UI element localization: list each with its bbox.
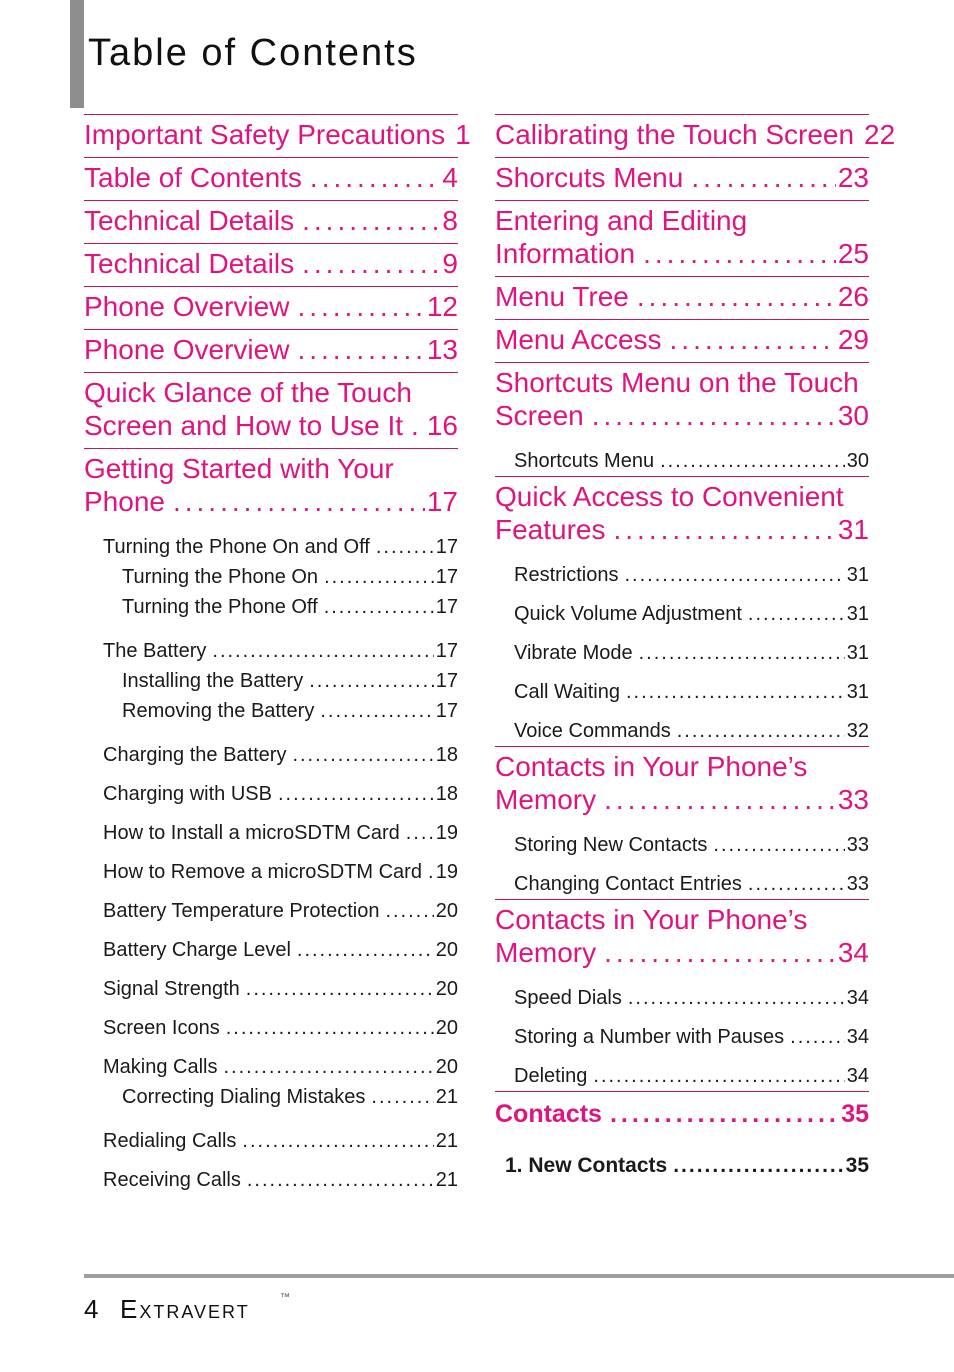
toc-entry-title: Turning the Phone Off [122, 596, 318, 618]
toc-section-line [84, 290, 458, 323]
toc-section-title: Important Safety Precautions [84, 119, 446, 150]
toc-page-number: 33 [846, 834, 869, 856]
toc-page-number: 17 [435, 566, 458, 588]
dot-leader [297, 333, 424, 366]
toc-section-line [84, 161, 458, 194]
dot-leader [297, 290, 424, 323]
toc-page-number: 8 [442, 205, 458, 236]
dot-leader [637, 280, 836, 313]
toc-section[interactable] [495, 319, 869, 362]
page-title: Table of Contents [88, 32, 418, 74]
toc-page-number: 31 [846, 642, 869, 664]
toc-section-title: Shorcuts Menu [495, 162, 684, 193]
toc-section-title: Screen and How to Use It [84, 410, 404, 441]
toc-entry-title: Charging the Battery [103, 744, 287, 766]
toc-page-number: 26 [837, 281, 869, 312]
toc-entry[interactable] [495, 446, 869, 476]
toc-entry[interactable] [84, 935, 458, 965]
toc-page-number: 17 [426, 486, 458, 517]
toc-page-number: 21 [435, 1130, 458, 1152]
toc-page-number: 20 [435, 939, 458, 961]
toc-page-number: 30 [837, 400, 869, 431]
toc-page-number: 19 [435, 822, 458, 844]
toc-page-number: 20 [435, 1017, 458, 1039]
toc-section-line [495, 1098, 869, 1131]
toc-section-title: Quick Access to Convenient [495, 481, 844, 512]
toc-section[interactable] [495, 899, 869, 975]
toc-section-title: Phone Overview [84, 291, 290, 322]
toc-entry[interactable] [84, 740, 458, 770]
toc-section-title: Menu Tree [495, 281, 629, 312]
toc-section-title: Contacts in Your Phone’s [495, 904, 808, 935]
toc-page-number: 21 [435, 1086, 458, 1108]
toc-entry-title: Speed Dials [514, 987, 622, 1009]
dot-leader [604, 936, 836, 969]
toc-page-number: 9 [442, 248, 458, 279]
dot-leader [604, 783, 836, 816]
toc-section-line [84, 204, 458, 237]
toc-entry[interactable] [84, 1126, 458, 1156]
dot-leader [212, 636, 433, 666]
toc-subentries [495, 975, 869, 1091]
toc-section[interactable] [84, 372, 458, 448]
toc-entry[interactable] [84, 666, 458, 696]
toc-entry[interactable] [84, 896, 458, 926]
footer-trademark: ™ [280, 1292, 290, 1303]
toc-entry-title: Making Calls [103, 1056, 218, 1078]
toc-page-number: 17 [435, 640, 458, 662]
dot-leader [593, 1061, 844, 1091]
toc-section-title: Calibrating the Touch Screen [495, 119, 855, 150]
toc-section[interactable] [495, 157, 869, 200]
toc-entry[interactable] [84, 636, 458, 666]
toc-page-number: 35 [841, 1100, 869, 1128]
dot-leader [626, 677, 845, 707]
toc-section-title: Phone Overview [84, 334, 290, 365]
toc-section-line [84, 333, 458, 366]
toc-page-number: 34 [846, 1065, 869, 1087]
toc-entry-title: Storing a Number with Pauses [514, 1026, 785, 1048]
dot-leader [628, 983, 845, 1013]
toc-page-number: 29 [837, 324, 869, 355]
toc-section-line [495, 280, 869, 313]
toc-section-line [84, 247, 458, 280]
toc-section[interactable] [495, 1091, 869, 1137]
toc-section-title: Screen [495, 400, 584, 431]
toc-section-line [495, 513, 869, 546]
footer-page-number: 4 [84, 1294, 99, 1324]
toc-entry-title: Battery Charge Level [103, 939, 291, 961]
dot-leader [639, 638, 845, 668]
toc-section-title: Memory [495, 784, 597, 815]
toc-page-number: 1 [455, 119, 471, 150]
dot-leader [592, 399, 836, 432]
toc-page-number: 35 [845, 1154, 869, 1177]
toc-entry-title: Deleting [514, 1065, 588, 1087]
toc-entry[interactable] [84, 696, 458, 726]
toc-entry-title: Correcting Dialing Mistakes [122, 1086, 366, 1108]
dot-leader [428, 857, 434, 887]
toc-subentries [495, 822, 869, 899]
toc-entry-title: Voice Commands [514, 720, 671, 742]
dot-leader [324, 562, 434, 592]
toc-section[interactable] [495, 362, 869, 438]
dot-leader [297, 935, 434, 965]
footer-rule [84, 1274, 954, 1278]
toc-section-line [495, 399, 869, 432]
toc-section-title: Technical Details [84, 205, 295, 236]
toc-page-number: 17 [435, 596, 458, 618]
toc-entry-title: Quick Volume Adjustment [514, 603, 742, 625]
dot-leader [173, 485, 425, 518]
toc-entry[interactable] [495, 1022, 869, 1052]
dot-leader [748, 869, 845, 899]
toc-page-number: 33 [837, 784, 869, 815]
toc-page-number: 20 [435, 978, 458, 1000]
toc-section-title: Table of Contents [84, 162, 302, 193]
toc-entry-title: Charging with USB [103, 783, 272, 805]
toc-entry-title: Redialing Calls [103, 1130, 237, 1152]
side-bar [70, 0, 84, 108]
dot-leader [624, 560, 844, 590]
toc-entry[interactable] [495, 638, 869, 668]
toc-section[interactable] [84, 329, 458, 372]
toc-section-title: Getting Started with Your [84, 453, 394, 484]
toc-section[interactable] [84, 286, 458, 329]
dot-leader [302, 247, 440, 280]
toc-entry[interactable] [84, 532, 458, 562]
dot-leader [748, 599, 845, 629]
toc-entry-title: How to Remove a microSDTM Card [103, 861, 422, 883]
footer-brand: Extravert [120, 1294, 250, 1324]
dot-leader [660, 446, 845, 476]
toc-section[interactable] [84, 448, 458, 524]
toc-page-number: 31 [837, 514, 869, 545]
toc-page-number: 20 [435, 900, 458, 922]
toc-entry[interactable] [495, 677, 869, 707]
toc-page-number: 25 [837, 238, 869, 269]
toc-entry[interactable] [495, 716, 869, 746]
dot-leader [406, 818, 434, 848]
dot-leader [376, 532, 434, 562]
toc-left-column [84, 114, 471, 1195]
toc-entry-title: The Battery [103, 640, 207, 662]
toc-section[interactable] [495, 476, 869, 552]
toc-section[interactable] [84, 200, 458, 243]
toc-entry[interactable] [84, 818, 458, 848]
toc-section[interactable] [495, 114, 896, 157]
toc-section-line [495, 237, 869, 270]
toc-page-number: 31 [846, 603, 869, 625]
toc-page-number: 34 [846, 987, 869, 1009]
toc-section[interactable] [84, 157, 458, 200]
toc-entry[interactable] [495, 983, 869, 1013]
dot-leader [310, 161, 441, 194]
dot-leader [713, 830, 844, 860]
toc-entry[interactable] [84, 974, 458, 1004]
toc-page-number: 34 [846, 1026, 869, 1048]
toc-section[interactable] [495, 200, 869, 276]
toc-entry[interactable] [495, 869, 869, 899]
toc-section-title: Contacts in Your Phone’s [495, 751, 808, 782]
toc-page-number: 34 [837, 937, 869, 968]
toc-section[interactable] [84, 243, 458, 286]
toc-section[interactable] [495, 746, 869, 822]
toc-page-number: 20 [435, 1056, 458, 1078]
toc-entry-title: Screen Icons [103, 1017, 220, 1039]
toc-section-line [495, 161, 869, 194]
dot-leader [246, 974, 434, 1004]
toc-entry-title: Storing New Contacts [514, 834, 708, 856]
toc-entry[interactable] [84, 1052, 458, 1082]
dot-leader [790, 1022, 845, 1052]
toc-entry-title: Restrictions [514, 564, 619, 586]
toc-page-number: 30 [846, 450, 869, 472]
toc-entry[interactable] [495, 1151, 869, 1181]
toc-entry-title: Turning the Phone On [122, 566, 319, 588]
toc-section-title: Memory [495, 937, 597, 968]
dot-leader [302, 204, 440, 237]
dot-leader [278, 779, 434, 809]
toc-entry[interactable] [84, 1082, 458, 1112]
toc-page-number: 17 [435, 700, 458, 722]
toc-entry-title: Receiving Calls [103, 1169, 241, 1191]
toc-page-number: 22 [864, 119, 896, 150]
toc-entry-title: Battery Temperature Protection [103, 900, 380, 922]
toc-section-line [84, 409, 458, 442]
dot-leader [677, 716, 845, 746]
toc-entry[interactable] [495, 599, 869, 629]
toc-page-number: 16 [426, 410, 458, 441]
toc-page-number: 17 [435, 536, 458, 558]
toc-page-number: 19 [435, 861, 458, 883]
toc-entry[interactable] [84, 1165, 458, 1195]
toc-page-number: 13 [426, 334, 458, 365]
dot-leader [670, 323, 836, 356]
toc-section[interactable] [495, 276, 869, 319]
toc-entry[interactable] [495, 1061, 869, 1091]
dot-leader [411, 409, 425, 442]
toc-section-title: Features [495, 514, 606, 545]
toc-page-number: 31 [846, 681, 869, 703]
dot-leader [673, 1151, 843, 1181]
toc-section-title: Quick Glance of the Touch [84, 377, 412, 408]
toc-section-title: Entering and Editing [495, 205, 748, 236]
toc-section-line [84, 118, 471, 151]
toc-subentries [495, 1137, 869, 1181]
toc-subentries [84, 524, 458, 1195]
dot-leader [309, 666, 434, 696]
toc-entry[interactable] [84, 1013, 458, 1043]
dot-leader [226, 1013, 434, 1043]
dot-leader [292, 740, 433, 770]
toc-section-title: Menu Access [495, 324, 662, 355]
toc-section-title: Shortcuts Menu on the Touch [495, 367, 859, 398]
toc-subentries [495, 438, 869, 476]
toc-entry-title: Changing Contact Entries [514, 873, 742, 895]
toc-entry[interactable] [84, 857, 458, 887]
toc-entry[interactable] [84, 562, 458, 592]
toc-page-number: 17 [435, 670, 458, 692]
toc-section-line [495, 936, 869, 969]
dot-leader [223, 1052, 433, 1082]
toc-entry-title: Signal Strength [103, 978, 240, 1000]
toc-section-line [495, 323, 869, 356]
toc-entry-title: How to Install a microSDTM Card [103, 822, 400, 844]
toc-page-number: 18 [435, 783, 458, 805]
dot-leader [385, 896, 433, 926]
toc-page-number: 21 [435, 1169, 458, 1191]
toc-section-line [84, 485, 458, 518]
toc-entry-title: Vibrate Mode [514, 642, 633, 664]
toc-section[interactable] [84, 114, 471, 157]
toc-entry[interactable] [495, 560, 869, 590]
toc-entry-title: Turning the Phone On and Off [103, 536, 370, 558]
toc-section-title: Technical Details [84, 248, 295, 279]
dot-leader [614, 513, 836, 546]
dot-leader [643, 237, 836, 270]
toc-section-title: Phone [84, 486, 165, 517]
toc-entry-title: Removing the Battery [122, 700, 315, 722]
toc-subentries [495, 552, 869, 746]
toc-entry[interactable] [84, 779, 458, 809]
dot-leader [242, 1126, 433, 1156]
toc-right-column [495, 114, 896, 1181]
dot-leader [324, 592, 434, 622]
toc-section-line [495, 118, 896, 151]
dot-leader [610, 1098, 839, 1131]
toc-page-number: 31 [846, 564, 869, 586]
toc-entry-title: Installing the Battery [122, 670, 304, 692]
dot-leader [247, 1165, 434, 1195]
toc-page-number: 32 [846, 720, 869, 742]
toc-entry[interactable] [84, 592, 458, 622]
toc-section-title: Contacts [495, 1100, 602, 1128]
toc-page-number: 33 [846, 873, 869, 895]
toc-page-number: 18 [435, 744, 458, 766]
dot-leader [691, 161, 836, 194]
dot-leader [320, 696, 433, 726]
toc-page-number: 12 [426, 291, 458, 322]
toc-entry-title: Shortcuts Menu [514, 450, 655, 472]
toc-section-line [495, 783, 869, 816]
toc-entry[interactable] [495, 830, 869, 860]
toc-section-title: Information [495, 238, 636, 269]
toc-page-number: 4 [442, 162, 458, 193]
toc-page-number: 23 [837, 162, 869, 193]
dot-leader [371, 1082, 433, 1112]
toc-entry-title: Call Waiting [514, 681, 620, 703]
toc-entry-title: 1. New Contacts [505, 1154, 668, 1177]
